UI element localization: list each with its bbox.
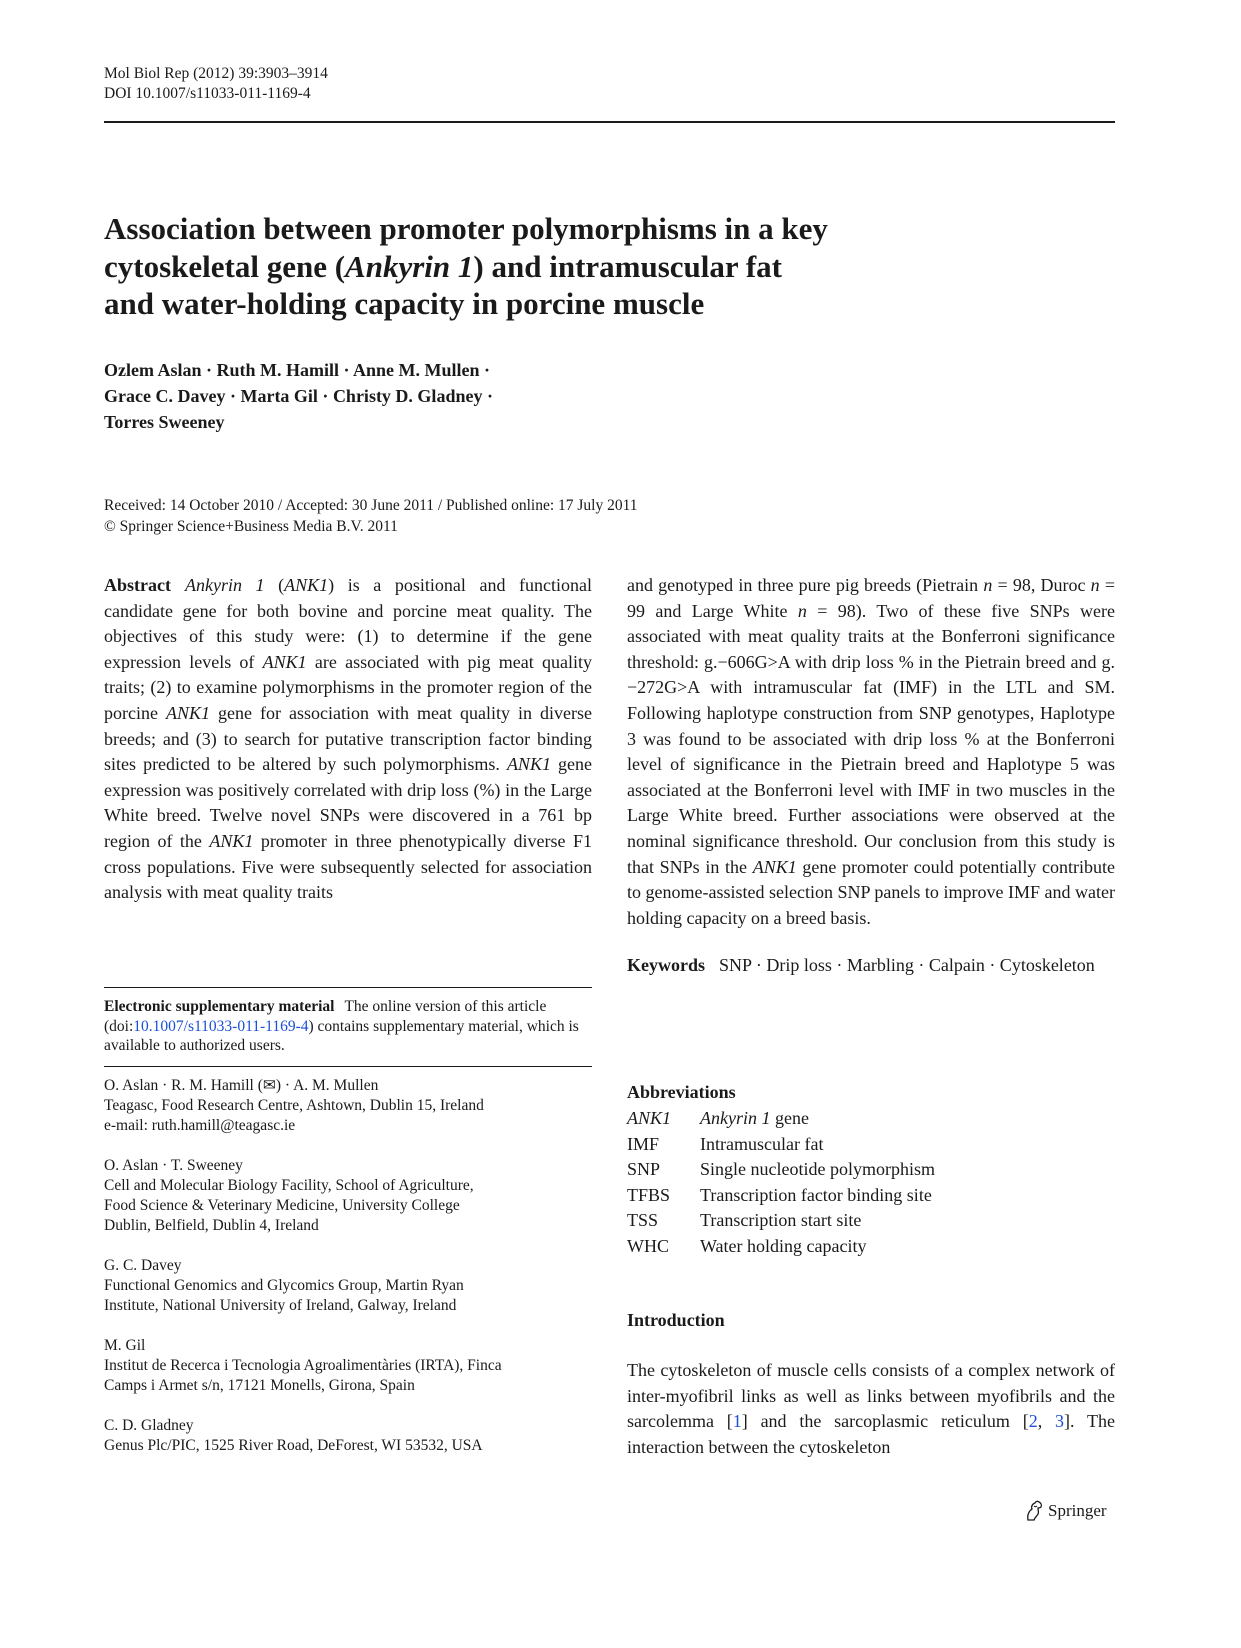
- publisher-logo: [1024, 1500, 1107, 1522]
- abstract-text: ) is a positional and functional candidate gene for both bovine and porcine meat quality. The objectives of this study were: (1) to determine if the gene expression levels of: [104, 575, 592, 672]
- keywords-label: Keywords: [627, 955, 705, 976]
- abbreviation-definition: Transcription start site: [700, 1210, 862, 1231]
- abstract-text: = 98). Two of these five SNPs were associated with meat quality traits at the Bonferroni significance threshold: g.−606G>A with drip loss % in the Pietrain breed and g.−272G>A with intramuscular fat (IMF) in the LTL and SM. Following haplotype construction from SNP genotypes, Haplotype 3 was found to be associated with drip loss % at the Bonferroni level of significance in the Pietrain breed and Haplotype 5 was associated at the Bonferroni level with IMF in two muscles in the Large White breed. Further associations were observed at the nominal significance threshold. Our conclusion from this study is that SNPs in the: [627, 600, 1115, 877]
- abbreviation-key: TFBS: [627, 1184, 671, 1205]
- affiliation-4: [104, 1336, 624, 1396]
- introduction-body: ,: [1037, 1411, 1056, 1432]
- abbreviation-definition: Intramuscular fat: [700, 1133, 824, 1154]
- abstract-label: Abstract: [104, 575, 171, 595]
- math-italic: n: [983, 575, 993, 595]
- abbreviation-key: WHC: [627, 1235, 669, 1256]
- affiliation-2: [104, 1156, 624, 1236]
- abstract-text: = 98, Duroc: [992, 575, 1091, 595]
- authors-line-3: Torres Sweeney: [104, 412, 225, 432]
- affiliation-email: e-mail: ruth.hamill@teagasc.ie: [104, 1117, 296, 1134]
- reference-link[interactable]: 2: [1028, 1411, 1038, 1432]
- affiliation-address: Teagasc, Food Research Centre, Ashtown, Dublin 15, Ireland: [104, 1097, 484, 1114]
- abbreviation-row: [627, 1157, 935, 1183]
- math-italic: n: [1090, 575, 1100, 595]
- affiliation-address: Camps i Armet s/n, 17121 Monells, Girona, Spain: [104, 1377, 415, 1394]
- publisher-name: Springer: [1048, 1501, 1107, 1520]
- doi-link[interactable]: 10.1007/s11033-011-1169-4: [133, 1017, 309, 1035]
- authors-line-1: Ozlem Aslan · Ruth M. Hamill · Anne M. Mullen ·: [104, 360, 491, 380]
- abbreviation-definition-italic: Ankyrin 1: [700, 1108, 771, 1128]
- affiliation-3: [104, 1256, 624, 1316]
- gene-italic: ANK1: [262, 651, 307, 672]
- author-list: [104, 357, 664, 435]
- journal-header: [104, 64, 328, 104]
- affiliation-address: Institute, National University of Ireland, Galway, Ireland: [104, 1297, 457, 1314]
- reference-link[interactable]: 1: [732, 1411, 742, 1432]
- abbreviation-definition: [700, 1106, 935, 1132]
- affiliation-names: O. Aslan · T. Sweeney: [104, 1157, 243, 1174]
- journal-citation: Mol Biol Rep (2012) 39:3903–3914: [104, 65, 328, 82]
- keywords-list: SNP · Drip loss · Marbling · Calpain · Cytoskeleton: [719, 955, 1095, 976]
- title-gene-name: Ankyrin 1: [345, 248, 474, 284]
- footnote-rule: [104, 1066, 592, 1067]
- affiliation-address: Functional Genomics and Glycomics Group, Martin Ryan: [104, 1277, 464, 1294]
- abbreviation-row: [627, 1208, 935, 1234]
- gene-italic: ANK1: [284, 575, 329, 595]
- title-line-1: Association between promoter polymorphisms in a key: [104, 211, 828, 246]
- abbreviation-key: IMF: [627, 1133, 660, 1154]
- introduction-body: ]. The interaction between the cytoskeleton: [627, 1411, 1115, 1457]
- affiliation-address: Cell and Molecular Biology Facility, School of Agriculture,: [104, 1177, 474, 1194]
- abbreviation-definition: Single nucleotide polymorphism: [700, 1159, 935, 1180]
- title-line-3: and water-holding capacity in porcine muscle: [104, 286, 705, 321]
- affiliation-names: G. C. Davey: [104, 1257, 182, 1274]
- introduction-text: [627, 1358, 1115, 1460]
- affiliation-names: O. Aslan · R. M. Hamill (✉) · A. M. Mullen: [104, 1077, 379, 1094]
- footnote-rule: [104, 987, 592, 988]
- introduction-body: ] and the sarcoplasmic reticulum [: [741, 1411, 1029, 1432]
- introduction-body: The cytoskeleton of muscle cells consists of a complex network of inter-myofibril links as well as links between myofibrils and the sarcolemma [: [627, 1360, 1115, 1432]
- title-line-2b: ) and intramuscular fat: [473, 248, 782, 284]
- affiliation-5: [104, 1416, 624, 1456]
- supplementary-text: ) contains supplementary material, which is available to authorized users.: [104, 1017, 579, 1054]
- abstract-right: [627, 573, 1115, 979]
- abbreviations-heading: Abbreviations: [627, 1082, 736, 1102]
- abbreviation-key: TSS: [627, 1210, 659, 1231]
- affiliation-names: C. D. Gladney: [104, 1417, 194, 1434]
- journal-doi: DOI 10.1007/s11033-011-1169-4: [104, 85, 311, 102]
- abstract-text: gene for association with meat quality in diverse breeds; and (3) to search for putative transcription factor binding sites predicted to be altered by such polymorphisms.: [104, 702, 592, 775]
- copyright: © Springer Science+Business Media B.V. 2011: [104, 517, 398, 535]
- gene-italic: ANK1: [209, 830, 254, 851]
- affiliation-1: [104, 1076, 624, 1136]
- received-accepted-published: Received: 14 October 2010 / Accepted: 30 June 2011 / Published online: 17 July 2011: [104, 497, 638, 514]
- math-italic: n: [797, 600, 807, 621]
- abstract-text: gene promoter could potentially contribute to genome-assisted selection SNP panels to improve IMF and water holding capacity on a breed basis.: [627, 856, 1115, 928]
- springer-horse-icon: [1024, 1500, 1044, 1522]
- reference-link[interactable]: 3: [1055, 1411, 1065, 1432]
- keywords: [627, 953, 1115, 979]
- affiliation-address: Genus Plc/PIC, 1525 River Road, DeForest, WI 53532, USA: [104, 1437, 483, 1454]
- abstract-text: (: [264, 575, 285, 595]
- publication-dates: [104, 496, 638, 537]
- abbreviation-key: SNP: [627, 1159, 661, 1180]
- abstract-left: [104, 573, 592, 906]
- abstract-text: = 99 and Large White: [627, 575, 1116, 621]
- abstract-text: gene expression was positively correlated with drip loss (%) in the Large White breed. Twelve novel SNPs were discovered in a 761 bp region of the: [104, 754, 592, 851]
- supplementary-note: [104, 997, 592, 1056]
- abbreviation-key: ANK1: [627, 1108, 672, 1128]
- abbreviation-row: [627, 1132, 935, 1158]
- affiliation-address: Dublin, Belfield, Dublin 4, Ireland: [104, 1217, 319, 1234]
- gene-italic: ANK1: [752, 856, 797, 877]
- paper-title: [104, 210, 924, 323]
- title-line-2a: cytoskeletal gene (: [104, 248, 346, 284]
- abbreviations-table: [627, 1106, 935, 1260]
- abstract-text: and genotyped in three pure pig breeds (Pietrain: [627, 575, 984, 595]
- abbreviation-row: [627, 1106, 935, 1132]
- abstract-text: promoter in three phenotypically diverse F1 cross populations. Five were subsequently selected for association analysis with meat quality traits: [104, 830, 593, 903]
- abbreviation-row: [627, 1183, 935, 1209]
- gene-italic: ANK1: [506, 754, 551, 775]
- authors-line-2: Grace C. Davey · Marta Gil · Christy D. Gladney ·: [104, 386, 493, 406]
- affiliation-address: Food Science & Veterinary Medicine, University College: [104, 1197, 460, 1214]
- introduction-heading: Introduction: [627, 1310, 725, 1330]
- gene-italic: ANK1: [165, 702, 210, 723]
- abbreviation-row: [627, 1234, 935, 1260]
- abstract-text: are associated with pig meat quality traits; (2) to examine polymorphisms in the promoter region of the porcine: [104, 651, 592, 723]
- affiliation-address: Institut de Recerca i Tecnologia Agroalimentàries (IRTA), Finca: [104, 1357, 502, 1374]
- abbreviation-definition: Water holding capacity: [700, 1235, 867, 1256]
- supplementary-label: Electronic supplementary material: [104, 998, 335, 1015]
- header-rule: [104, 121, 1115, 123]
- abbreviation-definition-suffix: gene: [770, 1108, 809, 1128]
- gene-italic: Ankyrin 1: [184, 575, 265, 595]
- affiliation-names: M. Gil: [104, 1337, 146, 1354]
- abbreviation-definition: Transcription factor binding site: [700, 1184, 932, 1205]
- supplementary-text: The online version of this article (doi:: [104, 998, 547, 1035]
